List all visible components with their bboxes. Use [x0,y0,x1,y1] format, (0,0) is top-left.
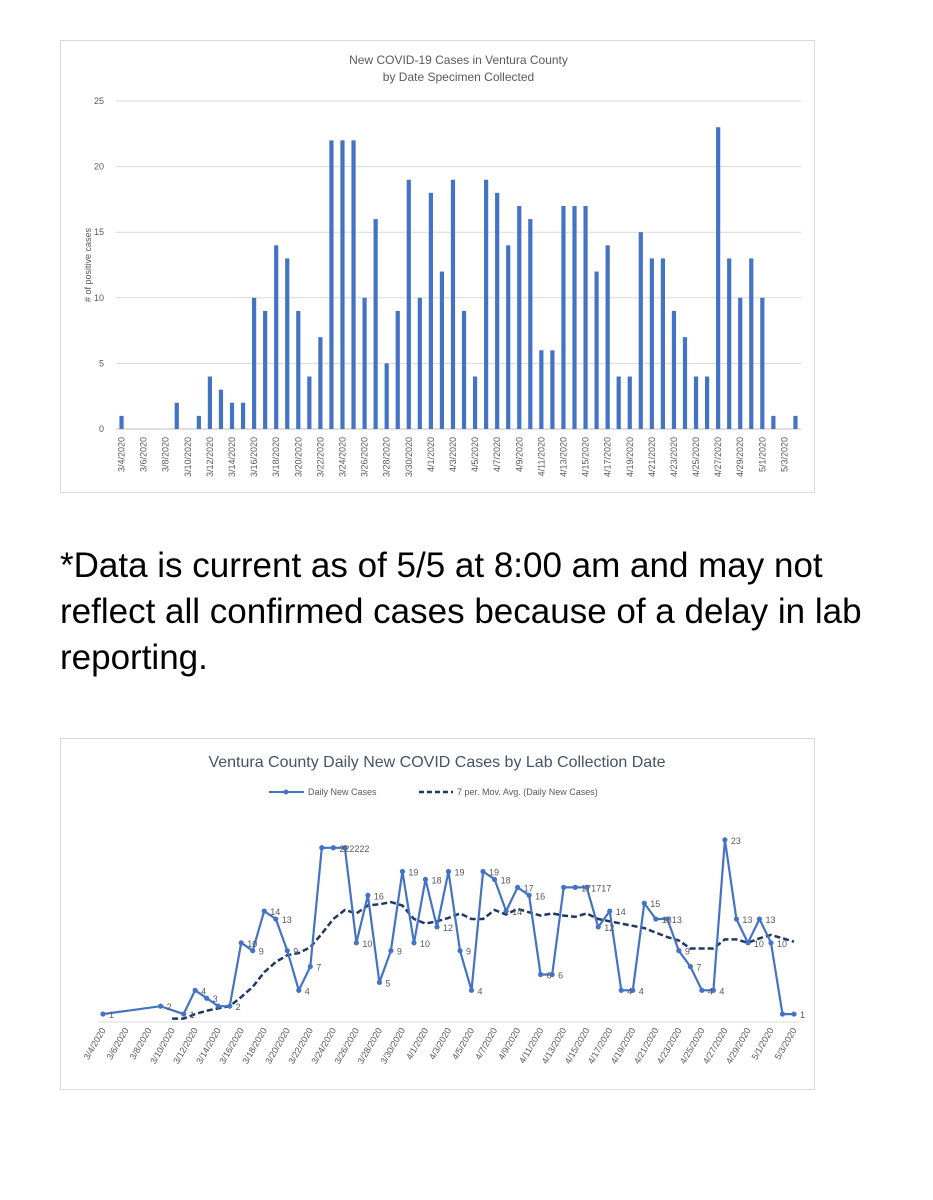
bar [694,377,698,429]
x-tick-label: 4/15/2020 [580,437,591,478]
data-point [757,916,762,921]
data-label: 14 [270,907,281,918]
data-point [561,885,566,890]
data-label: 14 [615,907,626,918]
data-point [388,948,393,953]
x-tick-label: 4/9/2020 [496,1026,523,1062]
y-tick-label: 5 [98,358,104,369]
data-label: 10 [419,938,430,949]
data-label: 171717 [581,883,612,894]
data-label: 4 [201,986,207,997]
data-label: 13 [281,915,292,926]
data-point [446,869,451,874]
bar [219,390,223,429]
bar [716,127,720,429]
data-label: 1 [800,1010,806,1021]
bar-chart [61,41,814,492]
bar [583,206,587,429]
x-tick-label: 3/12/2020 [204,437,215,478]
data-point [527,893,532,898]
bar [473,377,477,429]
data-label: 19 [454,867,465,878]
bar [119,416,123,429]
data-label: 5 [385,978,391,989]
x-tick-label: 4/25/2020 [677,1026,707,1066]
x-tick-label: 4/3/2020 [447,437,458,473]
x-tick-label: 3/10/2020 [182,437,193,478]
x-tick-label: 4/19/2020 [608,1026,638,1066]
data-point [296,988,301,993]
x-tick-label: 4/21/2020 [646,437,657,478]
x-tick-label: 3/30/2020 [378,1026,408,1066]
x-tick-label: 5/3/2020 [779,437,790,473]
x-tick-label: 4/29/2020 [735,437,746,478]
bar [362,298,366,429]
y-tick-label: 15 [93,227,104,238]
x-tick-label: 4/5/2020 [470,437,481,473]
bar [407,180,411,429]
data-label: 12 [604,922,615,933]
x-tick-label: 4/1/2020 [404,1026,431,1062]
data-label: 12 [442,922,453,933]
y-tick-label: 10 [93,292,104,303]
x-tick-label: 4/23/2020 [654,1026,684,1066]
bar [385,363,389,429]
y-tick-label: 20 [93,161,104,172]
x-tick-label: 4/13/2020 [539,1026,569,1066]
x-tick-label: 4/3/2020 [427,1026,454,1062]
bar [639,232,643,429]
data-point [457,948,462,953]
data-label: 3 [212,994,218,1005]
data-label: 14 [512,907,523,918]
bar [650,258,654,429]
y-tick-label: 25 [93,96,104,106]
bar [672,311,676,429]
data-point [411,940,416,945]
x-tick-label: 4/21/2020 [631,1026,661,1066]
y-axis-label: # of positive cases [83,227,93,303]
x-tick-label: 5/1/2020 [757,437,768,473]
x-tick-label: 3/12/2020 [171,1026,200,1066]
x-tick-label: 4/13/2020 [558,437,569,478]
data-point [273,916,278,921]
x-tick-label: 5/3/2020 [772,1026,799,1062]
x-tick-label: 3/28/2020 [355,1026,385,1066]
bar [628,377,632,429]
data-point [538,972,543,977]
x-tick-label: 3/4/2020 [81,1026,108,1062]
x-tick-label: 3/26/2020 [332,1026,362,1066]
data-label: 23 [730,835,741,846]
x-tick-label: 3/14/2020 [194,1026,223,1066]
data-point [503,909,508,914]
data-label: 1 [189,1010,195,1021]
bar [263,311,267,429]
bar [771,416,775,429]
data-label: 19 [489,867,500,878]
bar [451,180,455,429]
bar [329,140,333,429]
data-label: 17 [523,883,534,894]
bar-chart-panel [60,40,815,493]
bar [738,298,742,429]
data-point [515,885,520,890]
bar [429,193,433,429]
x-tick-label: 3/28/2020 [381,437,392,478]
bar [793,416,797,429]
x-tick-label: 4/15/2020 [562,1026,592,1066]
data-point [768,940,773,945]
data-point [250,948,255,953]
bar [252,298,256,429]
data-point [596,924,601,929]
bar [617,377,621,429]
data-point [734,916,739,921]
data-label: 15 [650,899,661,910]
chart-title-line: by Date Specimen Collected [382,70,535,84]
x-tick-label: 4/27/2020 [700,1026,730,1066]
bar [307,377,311,429]
data-label: 9 [293,946,299,957]
x-tick-label: 3/22/2020 [286,1026,316,1066]
data-point [227,1004,232,1009]
data-label: 16 [535,891,546,902]
x-tick-label: 4/19/2020 [624,437,635,478]
bar [374,219,378,429]
x-tick-label: 4/11/2020 [536,437,547,477]
data-label: 4 [477,986,483,997]
data-point [204,996,209,1001]
data-point [653,916,658,921]
data-label: 18 [431,875,442,886]
bar [440,272,444,429]
data-point [492,877,497,882]
x-tick-label: 4/25/2020 [691,437,702,478]
bar [550,350,554,429]
bar [175,403,179,429]
bar [396,311,400,429]
data-point [699,988,704,993]
data-point [100,1011,105,1016]
line-chart [61,739,814,1089]
data-point [365,893,370,898]
data-label: 1313 [661,915,682,926]
data-label: 6 [546,970,552,981]
x-tick-label: 3/4/2020 [116,437,127,473]
data-point [308,964,313,969]
x-tick-label: 3/18/2020 [240,1026,269,1066]
x-tick-label: 4/23/2020 [668,437,679,478]
x-tick-label: 4/29/2020 [723,1026,753,1066]
x-tick-label: 3/24/2020 [309,1026,339,1066]
x-tick-label: 3/24/2020 [337,437,348,478]
data-label: 10 [362,938,373,949]
data-label: 1 [109,1010,115,1021]
bar [727,258,731,429]
line-chart-panel [60,738,815,1090]
x-tick-label: 3/8/2020 [160,437,171,473]
bar [351,140,355,429]
bar [595,272,599,429]
data-point [354,940,359,945]
data-point [745,940,750,945]
data-point [676,948,681,953]
data-point [619,988,624,993]
bar [484,180,488,429]
data-label: 222222 [339,843,370,854]
x-tick-label: 4/11/2020 [517,1026,546,1066]
data-label: 10 [247,938,258,949]
data-point [607,909,612,914]
x-tick-label: 4/7/2020 [492,437,503,473]
data-label: 9 [396,946,402,957]
data-point [423,877,428,882]
data-point [193,988,198,993]
data-label: 13 [742,915,753,926]
bar [749,258,753,429]
y-tick-label: 0 [98,424,104,434]
data-label: 6 [558,970,564,981]
data-point [331,845,336,850]
data-label: 7 [316,962,322,973]
bar [230,403,234,429]
x-tick-label: 4/17/2020 [585,1026,615,1066]
data-label: 9 [466,946,472,957]
bar [197,416,201,429]
chart-title-line: New COVID-19 Cases in Ventura County [349,53,568,67]
x-tick-label: 3/18/2020 [271,437,282,478]
bar [606,245,610,429]
legend-label: 7 per. Mov. Avg. (Daily New Cases) [457,787,598,797]
data-label: 10 [753,938,764,949]
data-label: 19 [408,867,419,878]
data-label: 4 [719,986,725,997]
x-tick-label: 5/1/2020 [749,1026,776,1062]
x-tick-label: 4/7/2020 [473,1026,500,1062]
x-tick-label: 3/16/2020 [217,1026,246,1066]
data-point [319,845,324,850]
data-label: 4 [638,986,644,997]
x-tick-label: 4/1/2020 [425,437,436,473]
bar [705,377,709,429]
x-tick-label: 3/6/2020 [138,437,149,473]
bar [561,206,565,429]
data-point [285,948,290,953]
x-tick-label: 3/10/2020 [148,1026,177,1066]
data-label: 10 [776,938,787,949]
x-tick-label: 4/9/2020 [514,437,525,473]
bar [572,206,576,429]
bar [506,245,510,429]
bar [517,206,521,429]
x-tick-label: 3/26/2020 [359,437,370,478]
data-label: 18 [500,875,511,886]
x-tick-label: 3/30/2020 [403,437,414,478]
x-tick-label: 3/16/2020 [249,437,260,478]
bar [418,298,422,429]
data-point [480,869,485,874]
data-label: 16 [373,891,384,902]
data-label: 2 [166,1002,172,1013]
data-point [791,1011,796,1016]
data-disclaimer-note: *Data is current as of 5/5 at 8:00 am and may not reflect all confirmed cases because of a delay in lab reporting. [60,546,862,677]
data-label: 9 [258,946,264,957]
data-label: 4 [707,986,713,997]
bar [661,258,665,429]
data-point [181,1011,186,1016]
data-point [400,869,405,874]
data-label: 7 [696,962,702,973]
bar [340,140,344,429]
data-point [158,1004,163,1009]
data-point [469,988,474,993]
bar [318,337,322,429]
chart-title: Ventura County Daily New COVID Cases by Lab Collection Date [208,754,666,771]
x-tick-label: 4/17/2020 [602,437,613,478]
bar [760,298,764,429]
x-tick-label: 3/20/2020 [263,1026,292,1066]
bar [495,193,499,429]
bar [539,350,543,429]
data-label: 4 [304,986,310,997]
data-point [377,980,382,985]
data-point [262,909,267,914]
bar [296,311,300,429]
data-point [722,837,727,842]
bar [274,245,278,429]
data-point [216,1004,221,1009]
data-point [573,885,578,890]
data-point [642,901,647,906]
x-tick-label: 3/22/2020 [315,437,326,478]
bar [208,377,212,429]
legend-label: Daily New Cases [308,787,377,797]
x-tick-label: 4/27/2020 [713,437,724,478]
x-tick-label: 4/5/2020 [450,1026,477,1062]
data-point [434,924,439,929]
data-label: 9 [684,946,690,957]
x-tick-label: 3/14/2020 [227,437,238,478]
x-tick-label: 3/6/2020 [104,1026,131,1062]
data-point [688,964,693,969]
moving-average-line [172,902,794,1019]
data-label: 13 [765,915,776,926]
data-label: 2 [235,1002,241,1013]
data-point [239,940,244,945]
bar [528,219,532,429]
x-tick-label: 3/8/2020 [127,1026,154,1062]
data-point [780,1011,785,1016]
x-tick-label: 3/20/2020 [293,437,304,478]
bar [683,337,687,429]
data-label: 4 [627,986,633,997]
bar [241,403,245,429]
bar [285,258,289,429]
bar [462,311,466,429]
legend-marker [284,790,289,795]
